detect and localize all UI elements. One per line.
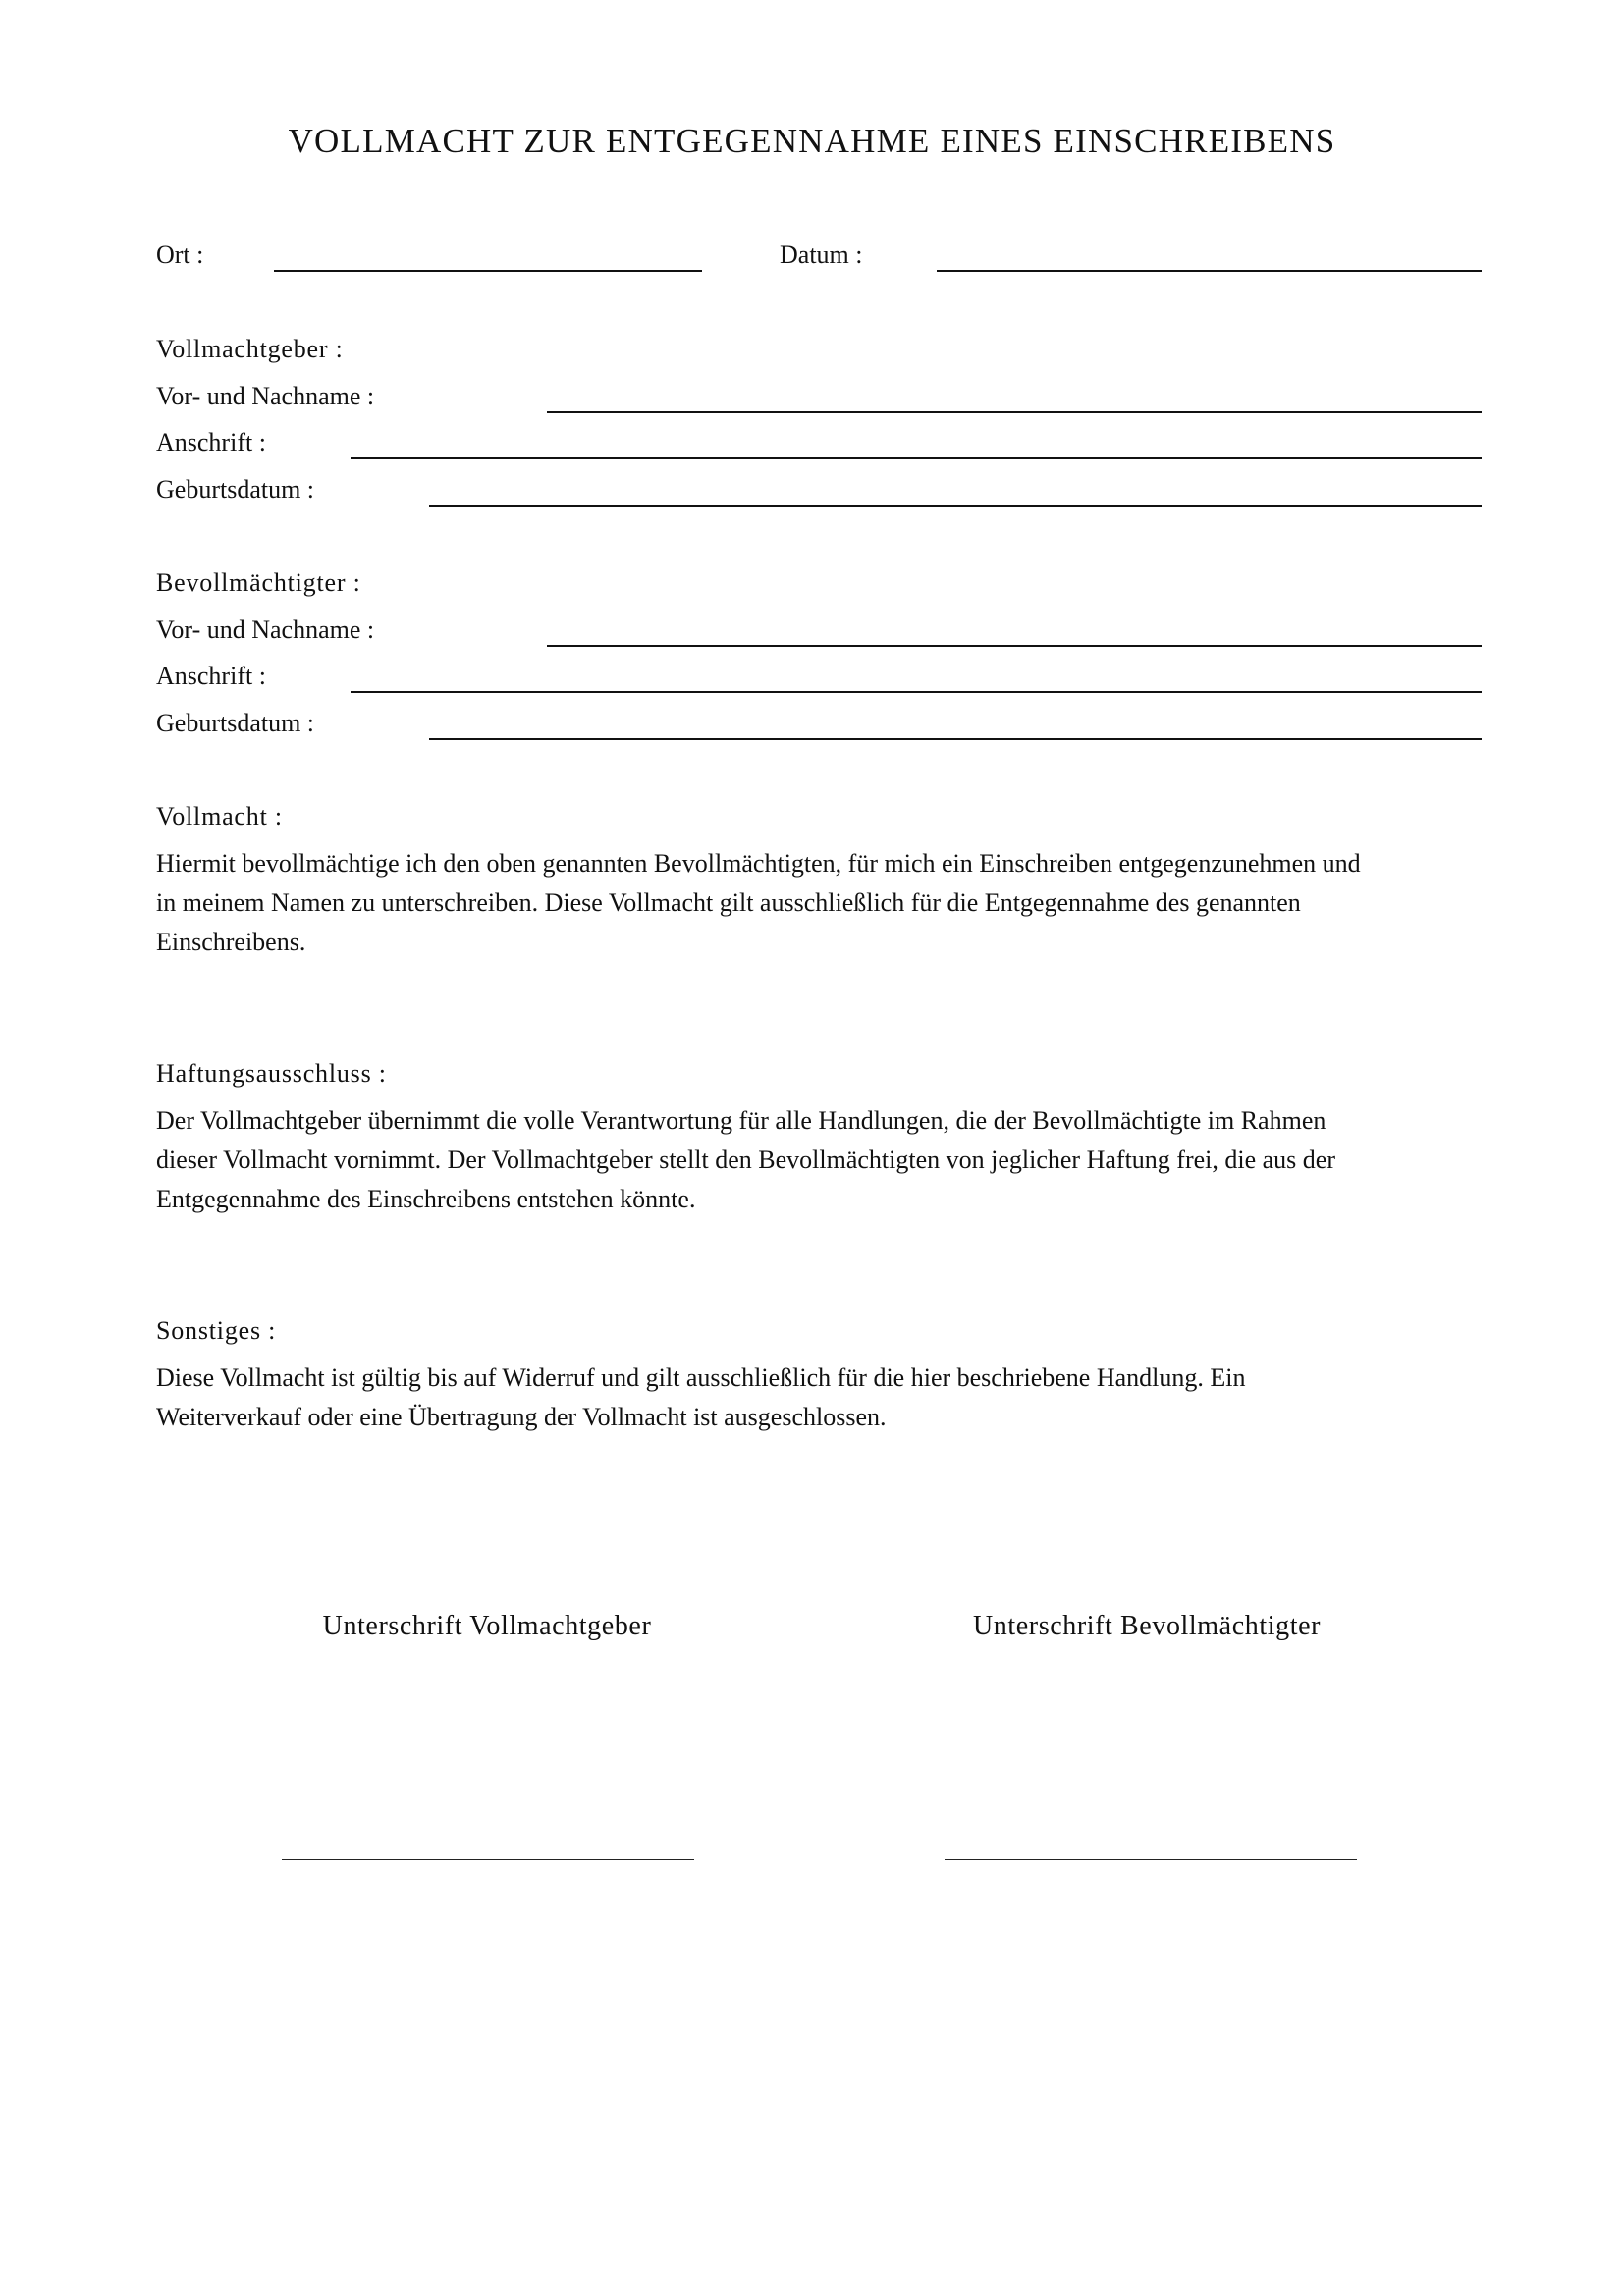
ort-label: Ort : — [156, 240, 204, 269]
vollmacht-line: Einschreibens. — [156, 928, 306, 956]
document-title: VOLLMACHT ZUR ENTGEGENNAHME EINES EINSCHREIBENS — [288, 122, 1336, 160]
sonstiges-heading: Sonstiges : — [156, 1316, 277, 1345]
signature-label-vollmachtgeber: Unterschrift Vollmachtgeber — [322, 1611, 652, 1641]
vollmachtgeber-address-field[interactable] — [351, 457, 1482, 459]
vollmacht-heading: Vollmacht : — [156, 802, 283, 830]
bevollmaechtigter-address-label: Anschrift : — [156, 662, 266, 690]
signature-label-bevollmaechtigter: Unterschrift Bevollmächtigter — [972, 1611, 1322, 1641]
bevollmaechtigter-birthdate-label: Geburtsdatum : — [156, 709, 315, 737]
vollmachtgeber-birthdate-field[interactable] — [429, 505, 1482, 507]
haftung-line: Der Vollmachtgeber übernimmt die volle Verantwortung für alle Handlungen, die der Bevollmächtigte im Rahmen — [156, 1106, 1326, 1135]
sonstiges-text — [156, 1359, 1491, 1437]
haftung-line: dieser Vollmacht vornimmt. Der Vollmachtgeber stellt den Bevollmächtigten von jeglicher Haftung frei, die aus der — [156, 1146, 1335, 1174]
vollmachtgeber-name-label: Vor- und Nachname : — [156, 382, 375, 410]
signature-line-bevollmaechtigter[interactable] — [945, 1859, 1357, 1860]
bevollmaechtigter-name-label: Vor- und Nachname : — [156, 615, 375, 644]
bevollmaechtigter-birthdate-field[interactable] — [429, 738, 1482, 740]
bevollmaechtigter-heading: Bevollmächtigter : — [156, 568, 361, 597]
haftung-line: Entgegennahme des Einschreibens entstehen könnte. — [156, 1185, 696, 1213]
haftung-heading: Haftungsausschluss : — [156, 1059, 387, 1088]
vollmacht-line: Hiermit bevollmächtige ich den oben genannten Bevollmächtigten, für mich ein Einschreiben entgegenzunehmen und — [156, 849, 1361, 878]
sonstiges-line: Diese Vollmacht ist gültig bis auf Widerruf und gilt ausschließlich für die hier beschriebene Handlung. Ein — [156, 1363, 1246, 1392]
vollmacht-line: in meinem Namen zu unterschreiben. Diese Vollmacht gilt ausschließlich für die Entgegennahme des genannten — [156, 888, 1301, 917]
haftung-text — [156, 1101, 1491, 1219]
bevollmaechtigter-address-field[interactable] — [351, 691, 1482, 693]
datum-label: Datum : — [780, 240, 863, 269]
datum-field[interactable] — [937, 270, 1482, 272]
vollmachtgeber-name-field[interactable] — [547, 411, 1482, 413]
vollmachtgeber-birthdate-label: Geburtsdatum : — [156, 475, 315, 504]
vollmacht-text — [156, 844, 1491, 962]
vollmachtgeber-address-label: Anschrift : — [156, 428, 266, 456]
vollmachtgeber-heading: Vollmachtgeber : — [156, 335, 344, 363]
ort-field[interactable] — [274, 270, 702, 272]
sonstiges-line: Weiterverkauf oder eine Übertragung der Vollmacht ist ausgeschlossen. — [156, 1403, 887, 1431]
bevollmaechtigter-name-field[interactable] — [547, 645, 1482, 647]
signature-line-vollmachtgeber[interactable] — [282, 1859, 694, 1860]
